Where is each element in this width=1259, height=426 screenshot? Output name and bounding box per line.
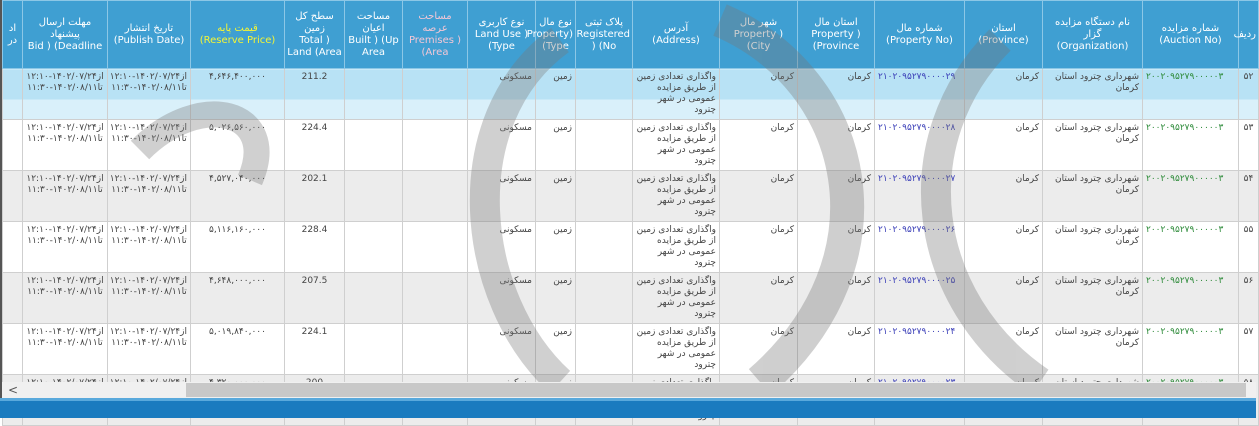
cell-row: ۵۲ (1239, 69, 1259, 120)
cell-auction: ۲۰۰۲۰۹۵۲۷۹۰۰۰۰۰۳ (1143, 273, 1239, 324)
header-en: Total ) Land (Area (287, 34, 342, 58)
cell-city: کرمان (720, 120, 798, 171)
column-header-publish-date[interactable] (108, 1, 191, 69)
cell-extra (3, 120, 23, 171)
cell-reg-no (576, 222, 633, 273)
cell-premises (403, 120, 468, 171)
column-header-address[interactable] (633, 1, 720, 69)
column-header-province[interactable] (965, 1, 1043, 69)
cell-premises (403, 69, 468, 120)
cell-address: واگذاری تعدادی زمین از طریق مزایده عمومی در شهر چترود (633, 120, 720, 171)
cell-price: ۴,۶۴۸,۰۰۰,۰۰۰ (191, 273, 285, 324)
cell-row: ۵۶ (1239, 273, 1259, 324)
cell-total: 211.2 (285, 69, 345, 120)
cell-premises (403, 171, 468, 222)
cell-prop-province: کرمان (798, 69, 875, 120)
cell-premises (403, 222, 468, 273)
column-header-reserve-price[interactable] (191, 1, 285, 69)
header-en: Built ) (Up Area (348, 34, 399, 58)
auction-table (2, 0, 1259, 426)
cell-type: زمین (536, 273, 576, 324)
cell-publish: از۱۴۰۲/۰۷/۲۴-۱۲:۱۰ تا۱۴۰۲/۰۸/۱۱-۱۱:۳۰ (108, 222, 191, 273)
cell-address: واگذاری تعدادی زمین از طریق مزایده عمومی در شهر چترود (633, 324, 720, 375)
cell-address: واگذاری تعدادی زمین از طریق مزایده عمومی در شهر چترود (633, 222, 720, 273)
scroll-left-arrow-icon[interactable]: < (8, 383, 19, 397)
cell-auction: ۲۰۰۲۰۹۵۲۷۹۰۰۰۰۰۳ (1143, 120, 1239, 171)
cell-address: واگذاری تعدادی زمین از طریق مزایده عمومی در شهر چترود (633, 171, 720, 222)
cell-province: کرمان (965, 120, 1043, 171)
cell-deadline: از۱۴۰۲/۰۷/۲۴-۱۲:۱۰ تا۱۴۰۲/۰۸/۱۱-۱۱:۳۰ (23, 69, 108, 120)
header-fa: قیمت پایه (217, 22, 258, 34)
table-row[interactable] (3, 222, 1259, 273)
cell-prop-province: کرمان (798, 120, 875, 171)
cell-publish: از۱۴۰۲/۰۷/۲۴-۱۲:۱۰ تا۱۴۰۲/۰۸/۱۱-۱۱:۳۰ (108, 273, 191, 324)
header-fa: نوع کاربری (478, 16, 525, 28)
cell-auction: ۲۰۰۲۰۹۵۲۷۹۰۰۰۰۰۳ (1143, 69, 1239, 120)
header-en: Land Use ) (Type (474, 28, 529, 52)
cell-city: کرمان (720, 273, 798, 324)
cell-reg-no (576, 273, 633, 324)
cell-prop-no: ۲۱۰۲۰۹۵۲۷۹۰۰۰۰۲۹ (875, 69, 965, 120)
cell-price: ۵,۰۲۶,۵۶۰,۰۰۰ (191, 120, 285, 171)
table-row[interactable] (3, 273, 1259, 324)
cell-publish: از۱۴۰۲/۰۷/۲۴-۱۲:۱۰ تا۱۴۰۲/۰۸/۱۱-۱۱:۳۰ (108, 69, 191, 120)
cell-province: کرمان (965, 171, 1043, 222)
cell-extra (3, 273, 23, 324)
header-fa: مهلت ارسال پیشنهاد (38, 16, 92, 40)
cell-premises (403, 273, 468, 324)
header-fa: نوع مال (539, 16, 572, 28)
cell-extra (3, 171, 23, 222)
cell-land-use: مسکونی (468, 273, 536, 324)
cell-province: کرمان (965, 222, 1043, 273)
header-en: Premises ) (Area (408, 34, 462, 58)
column-header-property-province[interactable] (798, 1, 875, 69)
cell-extra (3, 222, 23, 273)
cell-auction: ۲۰۰۲۰۹۵۲۷۹۰۰۰۰۰۳ (1143, 324, 1239, 375)
cell-deadline: از۱۴۰۲/۰۷/۲۴-۱۲:۱۰ تا۱۴۰۲/۰۸/۱۱-۱۱:۳۰ (23, 120, 108, 171)
header-fa: ردیف (1233, 28, 1256, 40)
cell-publish: از۱۴۰۲/۰۷/۲۴-۱۲:۱۰ تا۱۴۰۲/۰۸/۱۱-۱۱:۳۰ (108, 324, 191, 375)
cell-deadline: از۱۴۰۲/۰۷/۲۴-۱۲:۱۰ تا۱۴۰۲/۰۸/۱۱-۱۱:۳۰ (23, 324, 108, 375)
cell-province: کرمان (965, 273, 1043, 324)
cell-prop-province: کرمان (798, 171, 875, 222)
cell-type: زمین (536, 324, 576, 375)
table-row[interactable] (3, 324, 1259, 375)
scrollbar-thumb[interactable] (186, 383, 1246, 397)
cell-city: کرمان (720, 69, 798, 120)
cell-city: کرمان (720, 324, 798, 375)
column-header-premises-area[interactable] (403, 1, 468, 69)
cell-reg-no (576, 171, 633, 222)
cell-row: ۵۵ (1239, 222, 1259, 273)
cell-publish: از۱۴۰۲/۰۷/۲۴-۱۲:۱۰ تا۱۴۰۲/۰۸/۱۱-۱۱:۳۰ (108, 120, 191, 171)
cell-premises (403, 324, 468, 375)
cell-prop-no: ۲۱۰۲۰۹۵۲۷۹۰۰۰۰۲۵ (875, 273, 965, 324)
cell-built (345, 273, 403, 324)
header-en: Property ) (City (733, 28, 784, 52)
cell-reg-no (576, 120, 633, 171)
header-fa: آدرس (663, 22, 689, 34)
table-row[interactable] (3, 69, 1259, 120)
cell-type: زمین (536, 222, 576, 273)
cell-price: ۴,۵۲۷,۰۴۰,۰۰۰ (191, 171, 285, 222)
cell-auction: ۲۰۰۲۰۹۵۲۷۹۰۰۰۰۰۳ (1143, 222, 1239, 273)
header-en: Bid ) (Deadline (27, 40, 103, 52)
header-fa: استان مال (814, 16, 858, 28)
footer-bar (0, 398, 1256, 418)
header-en: (Auction No) (1159, 34, 1222, 46)
cell-built (345, 120, 403, 171)
cell-prop-no: ۲۱۰۲۰۹۵۲۷۹۰۰۰۰۲۷ (875, 171, 965, 222)
table-row[interactable] (3, 120, 1259, 171)
cell-prop-no: ۲۱۰۲۰۹۵۲۷۹۰۰۰۰۲۴ (875, 324, 965, 375)
header-en: (Property No) (886, 34, 953, 46)
cell-built (345, 69, 403, 120)
cell-built (345, 171, 403, 222)
header-fa: اد در (7, 22, 18, 46)
cell-org: شهرداری چترود استان کرمان (1043, 120, 1143, 171)
cell-built (345, 324, 403, 375)
cell-type: زمین (536, 171, 576, 222)
cell-address: واگذاری تعدادی زمین از طریق مزایده عمومی در شهر چترود (633, 273, 720, 324)
header-en: (Province) (978, 34, 1029, 46)
cell-extra (3, 324, 23, 375)
column-header-extra[interactable] (3, 1, 23, 69)
cell-address: واگذاری تعدادی زمین از طریق مزایده عمومی در شهر چترود (633, 69, 720, 120)
header-fa: مساحت عرصه (418, 10, 452, 34)
header-fa: شماره مزایده (1161, 22, 1220, 34)
table-header-row (3, 1, 1259, 69)
cell-land-use: مسکونی (468, 171, 536, 222)
header-fa: سطح کل زمین (295, 10, 334, 34)
header-fa: تاریخ انتشار (124, 22, 174, 34)
cell-prop-province: کرمان (798, 273, 875, 324)
cell-land-use: مسکونی (468, 69, 536, 120)
cell-org: شهرداری چترود استان کرمان (1043, 171, 1143, 222)
cell-prop-province: کرمان (798, 324, 875, 375)
column-header-total-land-area[interactable] (285, 1, 345, 69)
column-header-bid-deadline[interactable] (23, 1, 108, 69)
cell-prop-no: ۲۱۰۲۰۹۵۲۷۹۰۰۰۰۲۸ (875, 120, 965, 171)
header-fa: استان (991, 22, 1016, 34)
cell-org: شهرداری چترود استان کرمان (1043, 69, 1143, 120)
cell-org: شهرداری چترود استان کرمان (1043, 324, 1143, 375)
header-fa: شماره مال (896, 22, 943, 34)
header-en: Property ) (Province (811, 28, 861, 52)
cell-deadline: از۱۴۰۲/۰۷/۲۴-۱۲:۱۰ تا۱۴۰۲/۰۸/۱۱-۱۱:۳۰ (23, 171, 108, 222)
cell-total: 202.1 (285, 171, 345, 222)
cell-province: کرمان (965, 324, 1043, 375)
cell-price: ۴,۶۴۶,۴۰۰,۰۰۰ (191, 69, 285, 120)
cell-auction: ۲۰۰۲۰۹۵۲۷۹۰۰۰۰۰۳ (1143, 171, 1239, 222)
column-header-built-up-area[interactable] (345, 1, 403, 69)
cell-land-use: مسکونی (468, 222, 536, 273)
table-row[interactable] (3, 171, 1259, 222)
horizontal-scrollbar[interactable] (0, 382, 1256, 398)
cell-row: ۵۴ (1239, 171, 1259, 222)
table-body (3, 69, 1259, 426)
cell-reg-no (576, 69, 633, 120)
cell-land-use: مسکونی (468, 324, 536, 375)
cell-publish: از۱۴۰۲/۰۷/۲۴-۱۲:۱۰ تا۱۴۰۲/۰۸/۱۱-۱۱:۳۰ (108, 171, 191, 222)
column-header-organization[interactable] (1043, 1, 1143, 69)
column-header-property-city[interactable] (720, 1, 798, 69)
cell-org: شهرداری چترود استان کرمان (1043, 222, 1143, 273)
column-header-registered-no[interactable] (576, 1, 633, 69)
cell-row: ۵۳ (1239, 120, 1259, 171)
header-fa: پلاک ثبتی (584, 16, 624, 28)
cell-extra (3, 69, 23, 120)
header-en: (Reserve Price) (199, 34, 276, 46)
cell-city: کرمان (720, 171, 798, 222)
cell-total: 207.5 (285, 273, 345, 324)
cell-deadline: از۱۴۰۲/۰۷/۲۴-۱۲:۱۰ تا۱۴۰۲/۰۸/۱۱-۱۱:۳۰ (23, 273, 108, 324)
column-header-property-no[interactable] (875, 1, 965, 69)
cell-built (345, 222, 403, 273)
column-header-auction-no[interactable] (1143, 1, 1239, 69)
header-fa: نام دستگاه مزایده گزار (1055, 16, 1130, 40)
cell-province: کرمان (965, 69, 1043, 120)
header-en: (Address) (652, 34, 700, 46)
cell-type: زمین (536, 120, 576, 171)
cell-deadline: از۱۴۰۲/۰۷/۲۴-۱۲:۱۰ تا۱۴۰۲/۰۸/۱۱-۱۱:۳۰ (23, 222, 108, 273)
cell-type: زمین (536, 69, 576, 120)
cell-row: ۵۷ (1239, 324, 1259, 375)
header-fa: شهر مال (739, 16, 778, 28)
column-header-row-number[interactable] (1233, 1, 1259, 69)
column-header-property-type[interactable] (526, 1, 576, 69)
column-header-land-use-type[interactable] (468, 1, 536, 69)
cell-total: 224.4 (285, 120, 345, 171)
header-en: Property) (Type (526, 28, 573, 52)
header-en: (Publish Date) (113, 34, 185, 46)
cell-land-use: مسکونی (468, 120, 536, 171)
cell-total: 228.4 (285, 222, 345, 273)
header-en: (Organization) (1056, 40, 1129, 52)
cell-prop-province: کرمان (798, 222, 875, 273)
cell-total: 224.1 (285, 324, 345, 375)
cell-prop-no: ۲۱۰۲۰۹۵۲۷۹۰۰۰۰۲۶ (875, 222, 965, 273)
cell-city: کرمان (720, 222, 798, 273)
header-fa: مساحت اعیان (356, 10, 391, 34)
cell-price: ۵,۱۱۶,۱۶۰,۰۰۰ (191, 222, 285, 273)
cell-price: ۵,۰۱۹,۸۴۰,۰۰۰ (191, 324, 285, 375)
cell-org: شهرداری چترود استان کرمان (1043, 273, 1143, 324)
cell-reg-no (576, 324, 633, 375)
header-en: Registered ) (No (576, 28, 630, 52)
